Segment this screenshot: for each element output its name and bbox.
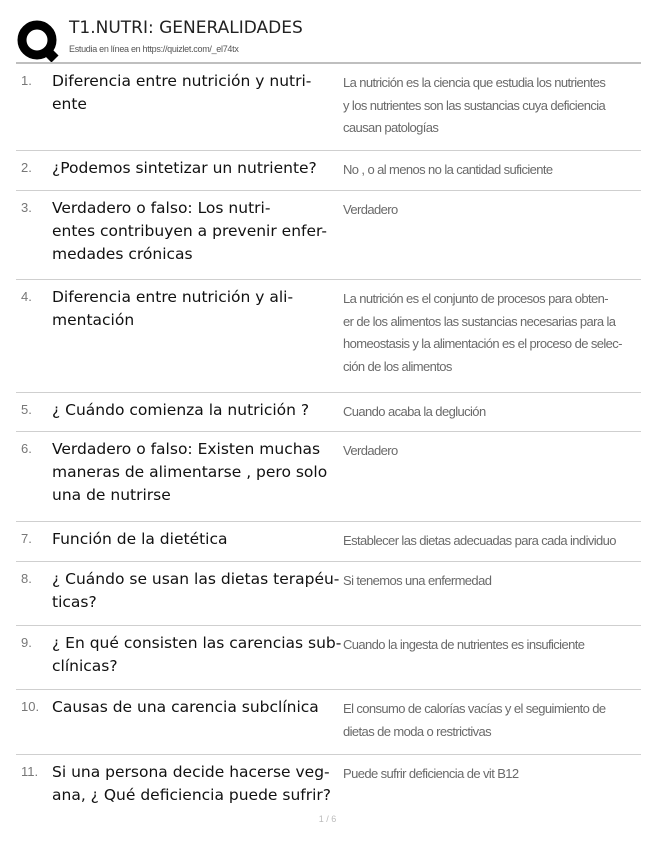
card-term: ¿ Cuándo comienza la nutrición ?: [52, 401, 310, 419]
card-definition: [343, 698, 635, 743]
line: Verdadero o falso: Los nutri-: [52, 199, 271, 217]
card-term: [52, 197, 342, 266]
card-term: [52, 70, 342, 116]
card-term: ¿Podemos sintetizar un nutriente?: [52, 159, 317, 177]
card-term: [52, 568, 342, 614]
card-number: 6.: [21, 441, 32, 456]
document-title: T1.NUTRI: GENERALIDADES: [69, 18, 303, 38]
flashcard-row: [16, 431, 641, 521]
card-number: 8.: [21, 571, 32, 586]
card-term: [52, 761, 342, 807]
line: dietas de moda o restrictivas: [343, 723, 492, 739]
card-definition: [343, 288, 635, 378]
card-definition: Verdadero: [343, 202, 398, 217]
card-number: 1.: [21, 73, 32, 88]
line: entes contribuyen a prevenir enfer-: [52, 222, 327, 240]
page-number: 1 / 6: [318, 814, 337, 824]
line: homeostasis y la alimentación es el proceso de selec-: [343, 336, 622, 351]
flashcard-row: [16, 279, 641, 392]
flashcard-row: [16, 754, 641, 819]
line: ción de los alimentos: [343, 358, 452, 374]
card-definition: No , o al menos no la cantidad suficiente: [343, 162, 553, 177]
card-definition: [343, 72, 635, 140]
card-number: 3.: [21, 200, 32, 215]
flashcard-row: [16, 561, 641, 625]
card-number: 2.: [21, 160, 32, 175]
card-term: Causas de una carencia subclínica: [52, 698, 319, 716]
document-source-link[interactable]: Estudia en línea en https://quizlet.com/_el74tx: [69, 44, 239, 54]
line: El consumo de calorías vacías y el seguimiento de: [343, 701, 606, 716]
card-number: 7.: [21, 531, 32, 546]
card-definition: Cuando acaba la deglución: [343, 404, 486, 419]
line: Si una persona decide hacerse veg-: [52, 763, 330, 781]
flashcard-row: [16, 392, 641, 431]
line: er de los alimentos las sustancias necesarias para la: [343, 313, 616, 329]
card-number: 5.: [21, 402, 32, 417]
card-definition: Si tenemos una enfermedad: [343, 573, 492, 588]
line: ¿ Cuándo se usan las dietas terapéu-: [52, 570, 340, 588]
line: ente: [52, 95, 87, 113]
line: mentación: [52, 311, 135, 329]
card-number: 9.: [21, 635, 32, 650]
line: La nutrición es el conjunto de procesos para obten-: [343, 291, 608, 306]
flashcard-row: [16, 625, 641, 689]
line: clínicas?: [52, 657, 118, 675]
card-number: 11.: [21, 764, 39, 779]
line: causan patologías: [343, 120, 439, 135]
flashcard-row: [16, 521, 641, 561]
line: ¿ En qué consisten las carencias sub-: [52, 634, 342, 652]
line: una de nutrirse: [52, 486, 171, 504]
line: Verdadero o falso: Existen muchas: [52, 440, 321, 458]
card-definition: Cuando la ingesta de nutrientes es insuficiente: [343, 637, 585, 652]
card-term: Función de la dietética: [52, 530, 228, 548]
line: Diferencia entre nutrición y ali-: [52, 288, 294, 306]
flashcard-row: [16, 62, 641, 150]
line: medades crónicas: [52, 245, 193, 263]
card-term: [52, 286, 342, 332]
card-number: 4.: [21, 289, 32, 304]
flashcard-list: [16, 62, 641, 819]
card-term: [52, 438, 342, 507]
card-definition: Puede sufrir deficiencia de vit B12: [343, 766, 519, 781]
flashcard-row: [16, 150, 641, 190]
flashcard-row: [16, 190, 641, 279]
card-term: [52, 632, 342, 678]
card-definition: Establecer las dietas adecuadas para cada individuo: [343, 533, 616, 548]
line: Diferencia entre nutrición y nutri-: [52, 72, 312, 90]
card-number: 10.: [21, 699, 40, 714]
card-definition: Verdadero: [343, 443, 398, 458]
document-header: [16, 14, 641, 62]
line: ticas?: [52, 593, 97, 611]
line: La nutrición es la ciencia que estudia los nutrientes: [343, 75, 606, 90]
flashcard-row: [16, 689, 641, 754]
quizlet-logo-icon: [16, 19, 61, 64]
line: y los nutrientes son las sustancias cuya deficiencia: [343, 97, 606, 113]
line: maneras de alimentarse , pero solo: [52, 463, 328, 481]
line: ana, ¿ Qué deficiencia puede sufrir?: [52, 786, 332, 804]
